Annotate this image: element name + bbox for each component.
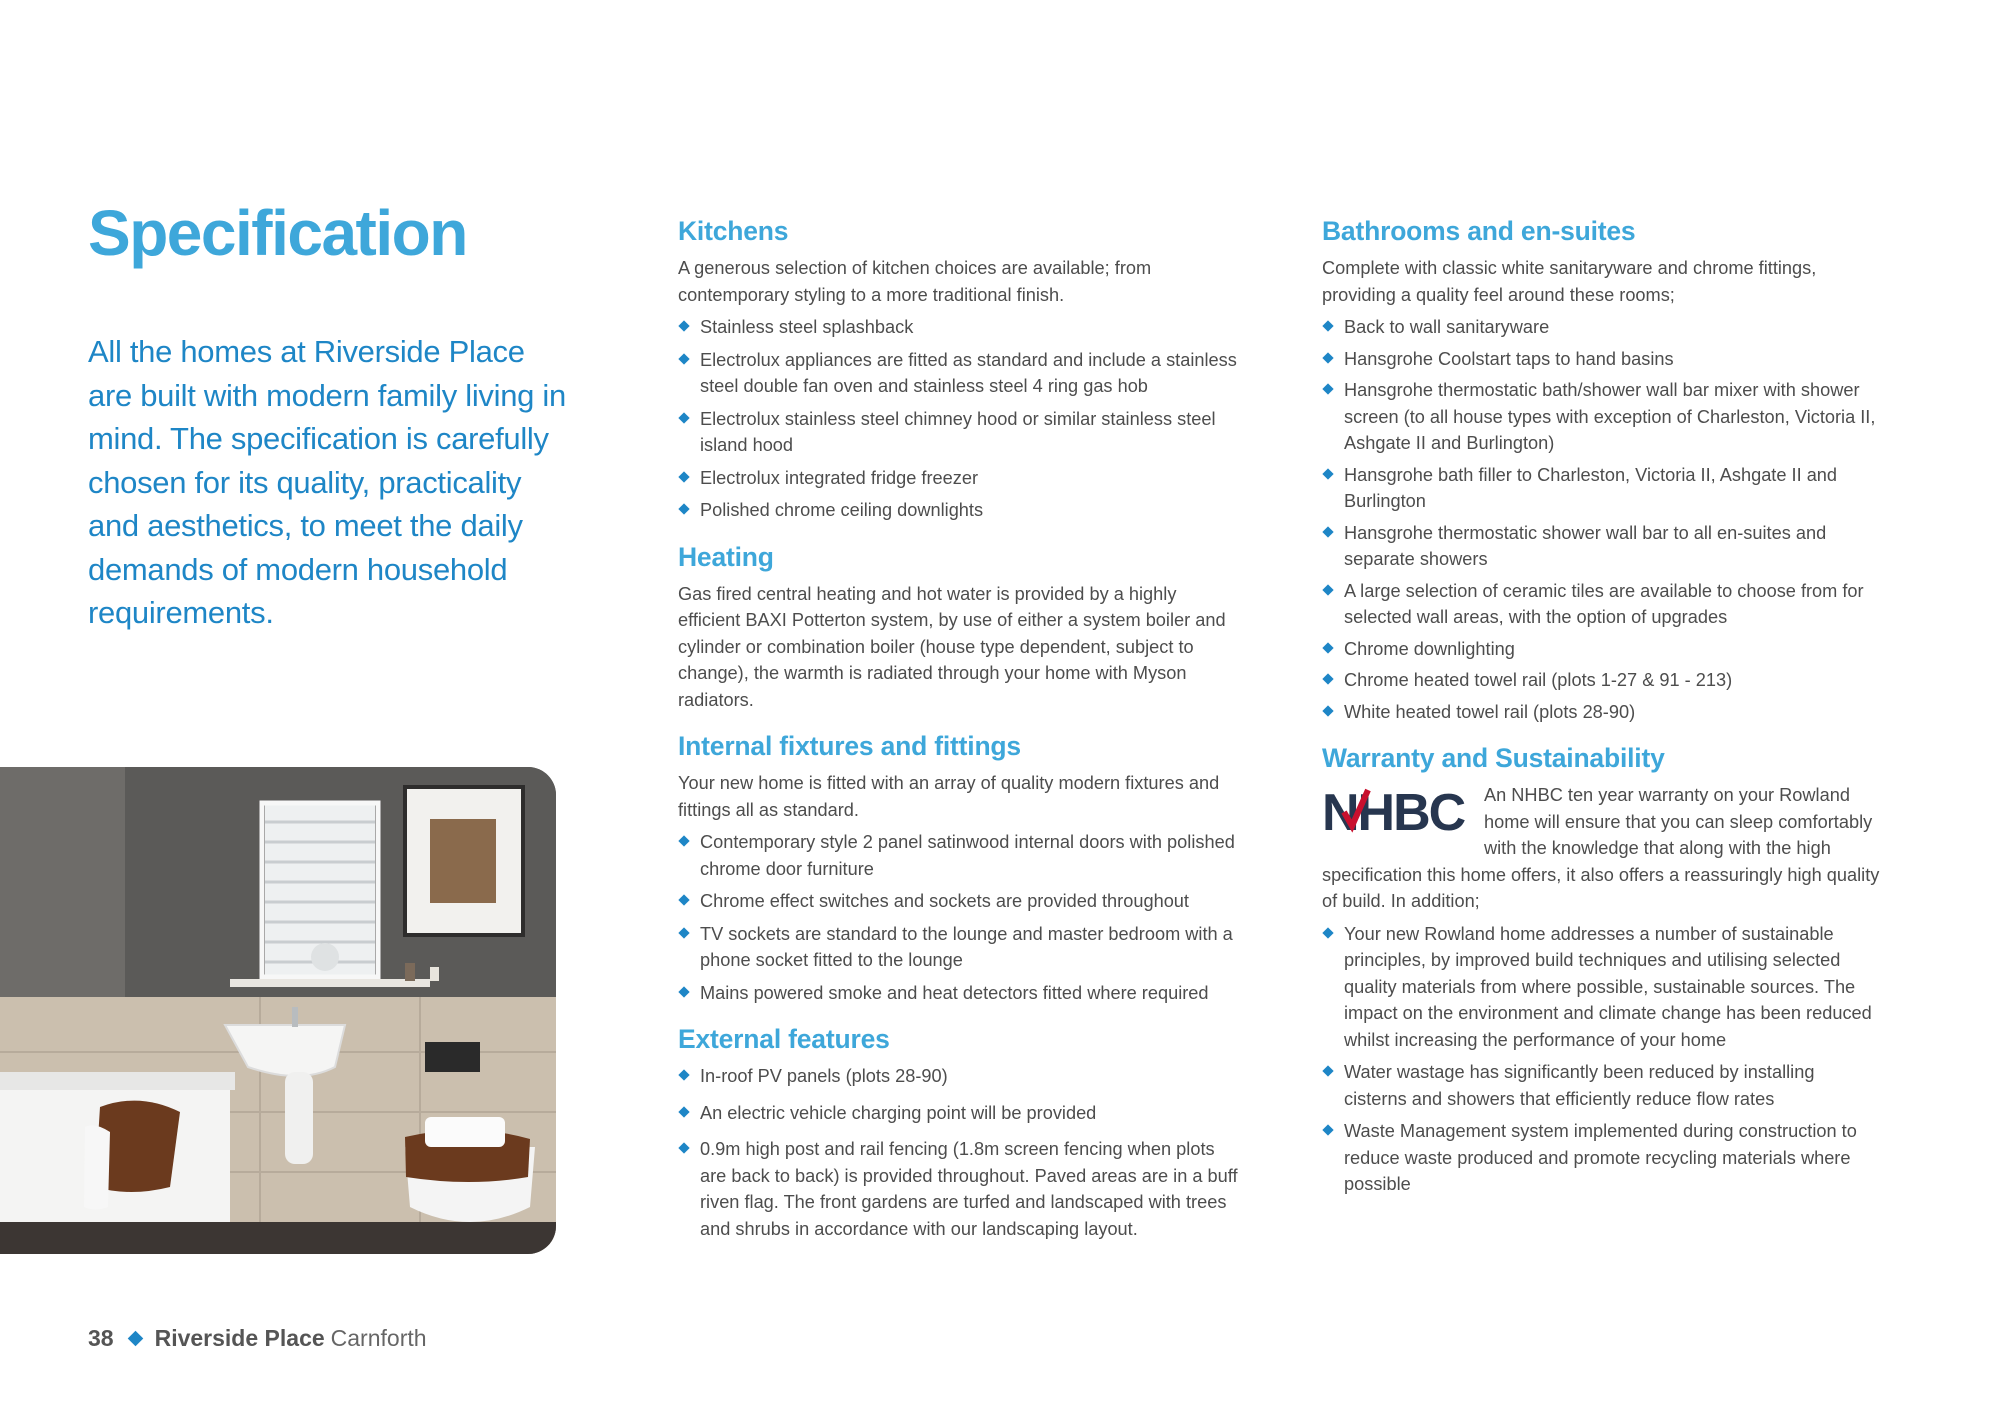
section-internal-fixtures: [678, 731, 1238, 1006]
bullet-diamond-icon: [678, 927, 689, 938]
section-bathrooms: [1322, 216, 1882, 725]
list-item: [678, 1063, 1238, 1090]
section-external-features: [678, 1024, 1238, 1242]
list-item: [1322, 699, 1882, 726]
list-item: [1322, 667, 1882, 694]
bathroom-illustration: [0, 767, 556, 1254]
warranty-text: An NHBC ten year warranty on your Rowland home will ensure that you can sleep comfortably with the knowledge that along with the high specification this home offers, it also offers a reassuringly high quality of build. In addition;: [1322, 785, 1880, 911]
list-item: [1322, 377, 1882, 457]
heading-kitchens: Kitchens: [678, 216, 789, 246]
list-item: [678, 1100, 1238, 1127]
list-item: [1322, 1059, 1882, 1112]
town-name: Carnforth: [330, 1325, 427, 1351]
bullet-diamond-icon: [1322, 320, 1333, 331]
list-item-text: Contemporary style 2 panel satinwood internal doors with polished chrome door furniture: [700, 832, 1235, 879]
list-item-text: Hansgrohe Coolstart taps to hand basins: [1344, 348, 1674, 369]
list-item: [678, 347, 1238, 400]
bullet-diamond-icon: [678, 503, 689, 514]
bullet-diamond-icon: [1322, 584, 1333, 595]
nhbc-logo-text: NHBC: [1322, 786, 1465, 836]
bullet-diamond-icon: [678, 986, 689, 997]
section-kitchens: [678, 216, 1238, 524]
list-item-text: In-roof PV panels (plots 28-90): [700, 1066, 948, 1086]
list-item-text: 0.9m high post and rail fencing (1.8m screen fencing when plots are back to back) is provided throughout. Paved areas are in a buff riven flag. The front gardens are turfed and landscaped with trees and shrubs in accordance with our landscaping layout.: [700, 1139, 1238, 1239]
list-item-text: Electrolux appliances are fitted as standard and include a stainless steel double fan oven and stainless steel 4 ring gas hob: [700, 349, 1237, 396]
list-item-text: White heated towel rail (plots 28-90): [1344, 701, 1636, 722]
list-item: [1322, 520, 1882, 573]
bullet-diamond-icon: [678, 1069, 689, 1080]
list-item: [1322, 462, 1882, 515]
warranty-intro: [1322, 782, 1882, 921]
bullet-diamond-icon: [678, 471, 689, 482]
intro-paragraph: All the homes at Riverside Place are built with modern family living in mind. The specification is carefully chosen for its quality, practicality and aesthetics, to meet the daily demands of modern household requirements.: [88, 334, 566, 630]
list-item-text: Electrolux stainless steel chimney hood or similar stainless steel island hood: [700, 408, 1216, 455]
list-item-text: Polished chrome ceiling downlights: [700, 500, 984, 520]
heading-warranty: Warranty and Sustainability: [1322, 743, 1665, 773]
bullet-diamond-icon: [1322, 383, 1333, 394]
list-item: [678, 406, 1238, 459]
bullet-diamond-icon: [1322, 1124, 1333, 1135]
page-footer: [88, 1325, 427, 1352]
external-list: [678, 1063, 1238, 1242]
bullet-diamond-icon: [1322, 673, 1333, 684]
bullet-diamond-icon: [1322, 927, 1333, 938]
bullet-diamond-icon: [678, 1142, 689, 1153]
kitchens-list: [678, 314, 1238, 524]
internal-text: Your new home is fitted with an array of quality modern fixtures and fittings all as standard.: [678, 773, 1220, 820]
list-item: [1322, 921, 1882, 1054]
footer-diamond-icon: [127, 1331, 143, 1347]
list-item-text: Hansgrohe thermostatic bath/shower wall bar mixer with shower screen (to all house types with exception of Charleston, Victoria II, Ashgate II and Burlington): [1344, 380, 1876, 453]
list-item-text: Chrome downlighting: [1344, 638, 1515, 659]
list-item-text: Waste Management system implemented during construction to reduce waste produced and promote recycling materials where possible: [1344, 1121, 1857, 1194]
heading-internal-fixtures: Internal fixtures and fittings: [678, 731, 1021, 761]
bullet-diamond-icon: [1322, 468, 1333, 479]
list-item: [1322, 1118, 1882, 1198]
list-item: [678, 921, 1238, 974]
heating-text: Gas fired central heating and hot water is provided by a highly efficient BAXI Potterton system, by use of either a system boiler and cylinder or combination boiler (house type dependent, subject to change), the warmth is radiated through your home with Myson radiators.: [678, 583, 1226, 710]
column-middle: [678, 216, 1238, 1260]
bullet-diamond-icon: [1322, 705, 1333, 716]
bullet-diamond-icon: [678, 353, 689, 364]
bathrooms-text: Complete with classic white sanitaryware and chrome fittings, providing a quality feel around these rooms;: [1322, 258, 1817, 305]
list-item-text: Mains powered smoke and heat detectors fitted where required: [700, 982, 1209, 1003]
list-item: [678, 465, 1238, 492]
bullet-diamond-icon: [678, 835, 689, 846]
page-title: Specification: [88, 197, 467, 269]
list-item-text: Hansgrohe bath filler to Charleston, Victoria II, Ashgate II and Burlington: [1344, 464, 1838, 511]
bathroom-photo: [0, 767, 556, 1254]
bullet-diamond-icon: [1322, 642, 1333, 653]
list-item-text: Hansgrohe thermostatic shower wall bar to all en-suites and separate showers: [1344, 522, 1827, 569]
internal-list: [678, 829, 1238, 1006]
list-item-text: Chrome effect switches and sockets are provided throughout: [700, 891, 1189, 911]
list-item-text: An electric vehicle charging point will be provided: [700, 1102, 1097, 1123]
list-item: [678, 888, 1238, 915]
list-item-text: Stainless steel splashback: [700, 317, 914, 337]
heading-external-features: External features: [678, 1024, 890, 1054]
list-item-text: A large selection of ceramic tiles are available to choose from for selected wall areas, with the option of upgrades: [1344, 580, 1864, 627]
bullet-diamond-icon: [1322, 352, 1333, 363]
warranty-list: [1322, 921, 1882, 1198]
bathrooms-list: [1322, 314, 1882, 725]
list-item: [678, 1136, 1238, 1242]
list-item-text: TV sockets are standard to the lounge and master bedroom with a phone socket fitted to the lounge: [700, 923, 1233, 970]
list-item: [1322, 578, 1882, 631]
bullet-diamond-icon: [1322, 526, 1333, 537]
bullet-diamond-icon: [678, 1106, 689, 1117]
list-item: [1322, 636, 1882, 663]
development-name: Riverside Place: [154, 1325, 325, 1351]
bullet-diamond-icon: [678, 320, 689, 331]
kitchens-text: A generous selection of kitchen choices are available; from contemporary styling to a more traditional finish.: [678, 258, 1152, 305]
column-right: [1322, 216, 1882, 1216]
list-item-text: Chrome heated towel rail (plots 1-27 & 91 - 213): [1344, 670, 1733, 690]
list-item-text: Water wastage has significantly been reduced by installing cisterns and showers that efficiently reduce flow rates: [1344, 1062, 1815, 1109]
list-item: [678, 497, 1238, 524]
heading-bathrooms: Bathrooms and en-suites: [1322, 216, 1636, 246]
section-heating: [678, 542, 1238, 714]
bullet-diamond-icon: [1322, 1065, 1333, 1076]
list-item-text: Back to wall sanitaryware: [1344, 317, 1550, 337]
list-item-text: Your new Rowland home addresses a number of sustainable principles, by improved build techniques and utilising selected quality materials from where possible, sustainable sources. The impact on the environment and climate change has been reduced whilst increasing the performance of your home: [1344, 923, 1872, 1050]
list-item: [678, 829, 1238, 882]
list-item: [1322, 346, 1882, 373]
nhbc-logo: [1322, 786, 1470, 836]
list-item-text: Electrolux integrated fridge freezer: [700, 467, 979, 488]
list-item: [678, 314, 1238, 341]
bullet-diamond-icon: [678, 412, 689, 423]
list-item: [1322, 314, 1882, 341]
section-warranty: [1322, 743, 1882, 1198]
page-number: 38: [88, 1325, 114, 1351]
list-item: [678, 980, 1238, 1007]
heading-heating: Heating: [678, 541, 774, 572]
bullet-diamond-icon: [678, 894, 689, 905]
